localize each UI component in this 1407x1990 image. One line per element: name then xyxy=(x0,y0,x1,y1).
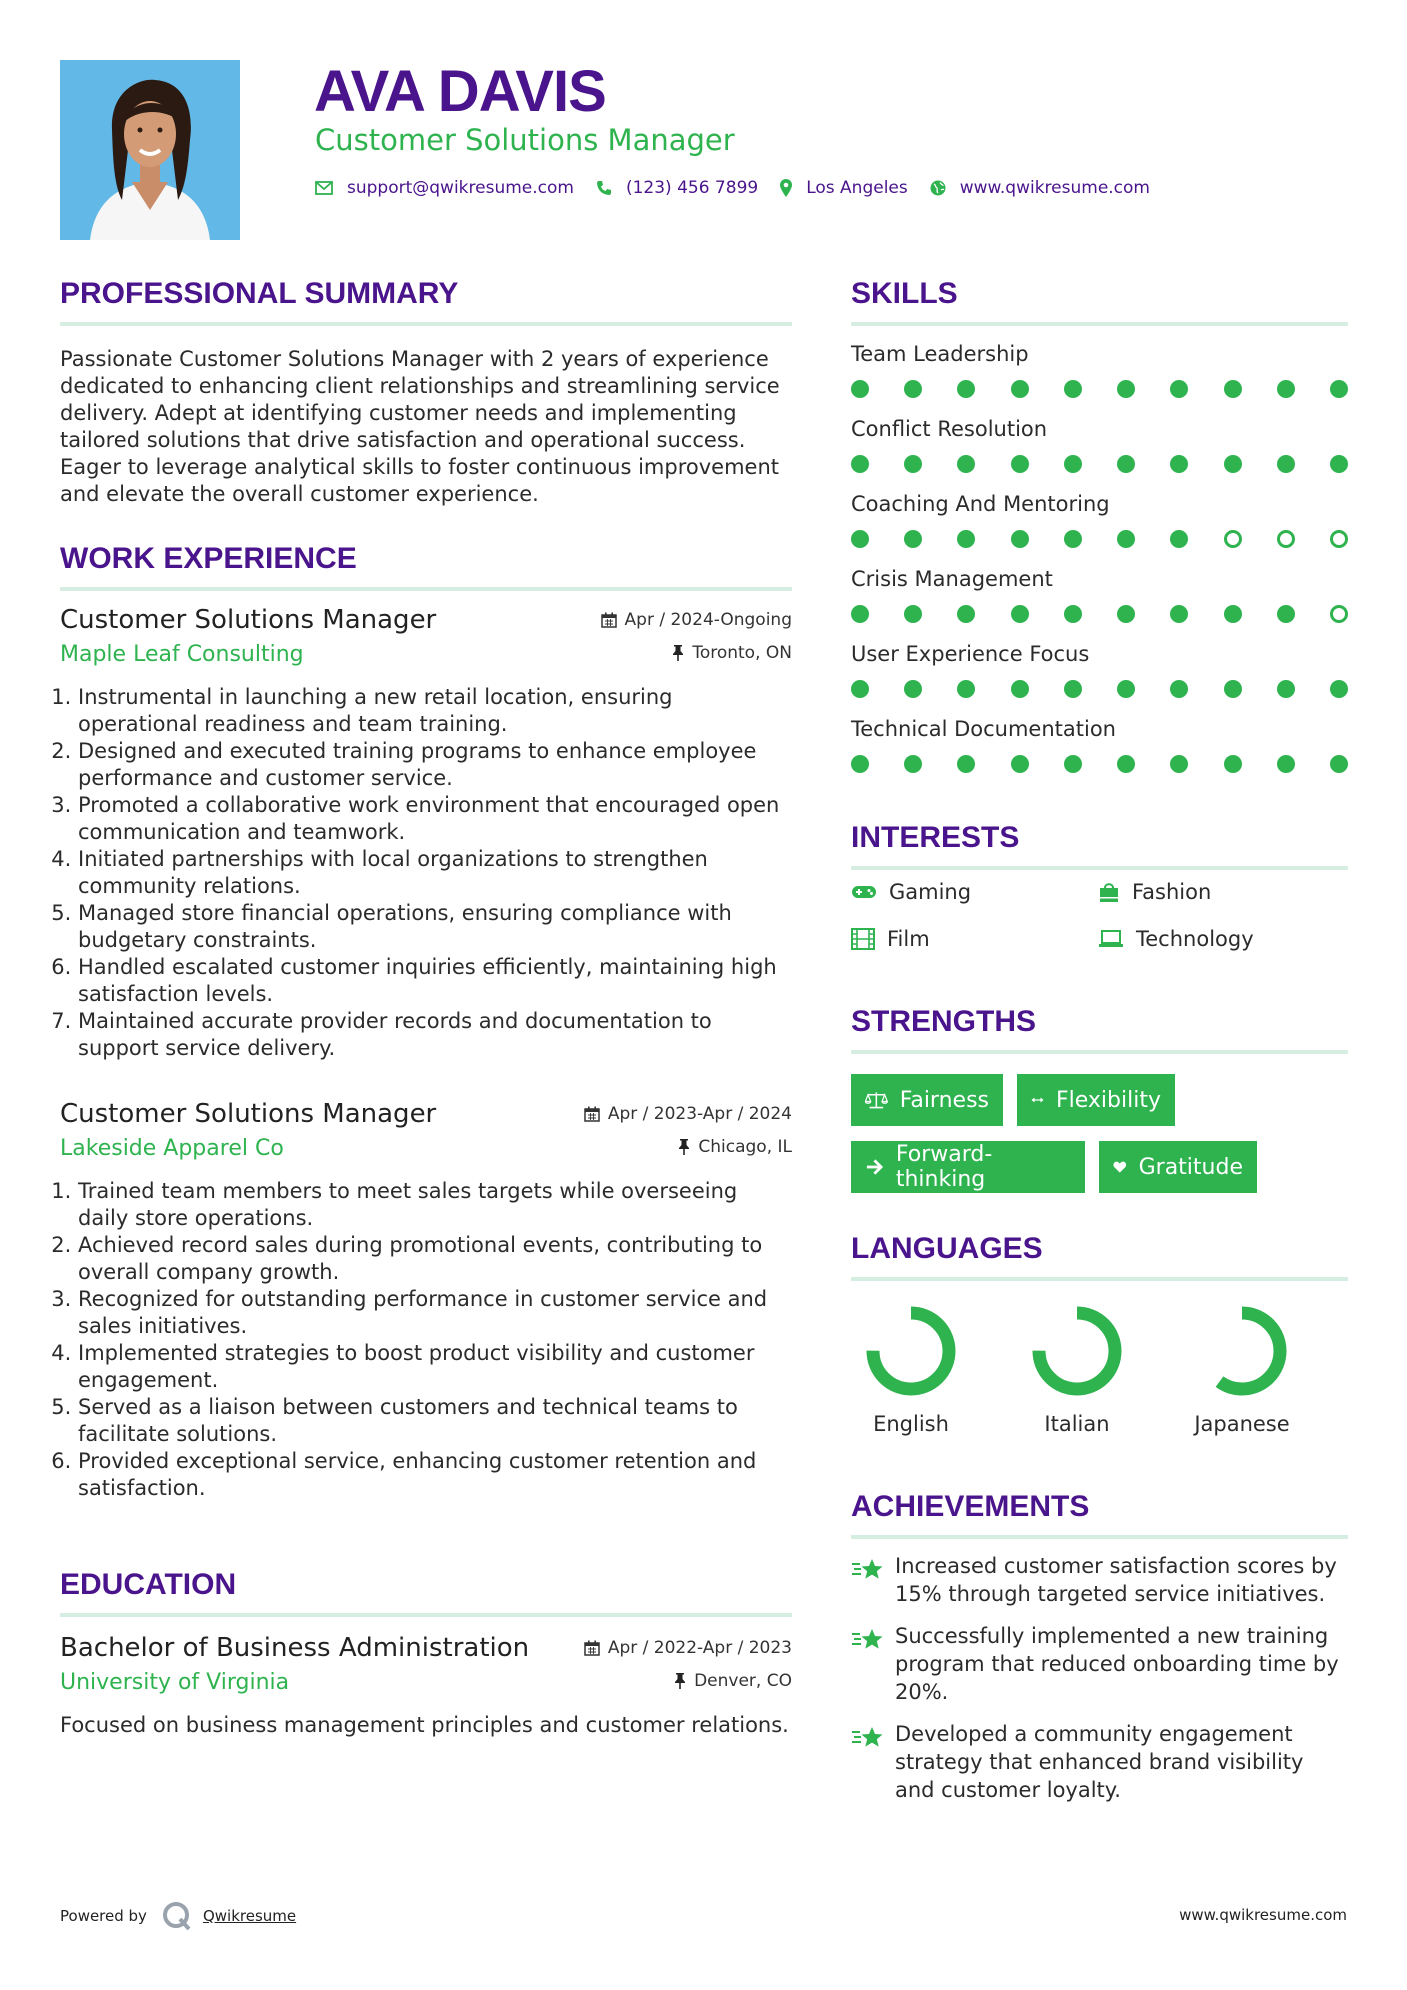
rating-dot-empty xyxy=(1224,530,1242,548)
qwikresume-logo-icon xyxy=(161,1900,193,1932)
rating-dot-filled xyxy=(1330,455,1348,473)
skill-rating xyxy=(851,453,1348,475)
experience-section xyxy=(60,541,792,591)
rating-dot-filled xyxy=(1064,380,1082,398)
job-title: Customer Solutions Manager xyxy=(60,1099,437,1129)
achievement-item: Successfully implemented a new training program that reduced onboarding time by 20%. xyxy=(851,1622,1348,1706)
globe-icon xyxy=(930,180,946,196)
calendar-icon xyxy=(584,1640,600,1656)
rating-dot-empty xyxy=(1330,530,1348,548)
rating-dot-filled xyxy=(1330,680,1348,698)
skill-row xyxy=(851,490,1348,550)
skill-row xyxy=(851,565,1348,625)
rating-dot-filled xyxy=(1224,605,1242,623)
degree-title: Bachelor of Business Administration xyxy=(60,1633,530,1663)
skill-row xyxy=(851,415,1348,475)
language-item xyxy=(1022,1300,1132,1436)
rating-dot-filled xyxy=(1277,380,1295,398)
rating-dot-filled xyxy=(851,380,869,398)
rating-dot-filled xyxy=(1011,605,1029,623)
job-entry xyxy=(60,1098,792,1502)
section-divider xyxy=(851,1535,1348,1539)
candidate-title: Customer Solutions Manager xyxy=(315,123,735,157)
laptop-icon xyxy=(1098,930,1124,948)
rating-dot-filled xyxy=(1277,755,1295,773)
rating-dot-filled xyxy=(1277,455,1295,473)
skill-name: Technical Documentation xyxy=(851,717,1116,741)
rating-dot-filled xyxy=(1170,530,1188,548)
arrows-horizontal-icon xyxy=(1031,1093,1044,1107)
rating-dot-filled xyxy=(957,455,975,473)
email-text: support@qwikresume.com xyxy=(347,178,574,198)
rating-dot-filled xyxy=(904,605,922,623)
language-proficiency-ring xyxy=(1026,1300,1128,1402)
skill-name: User Experience Focus xyxy=(851,642,1090,666)
rating-dot-filled xyxy=(851,530,869,548)
rating-dot-filled xyxy=(1170,755,1188,773)
pushpin-icon xyxy=(674,1673,686,1689)
interest-technology: Technology xyxy=(1098,927,1254,951)
rating-dot-filled xyxy=(1011,380,1029,398)
summary-heading: PROFESSIONAL SUMMARY xyxy=(60,277,459,310)
rating-dot-filled xyxy=(904,380,922,398)
list-item: 4. Initiated partnerships with local organizations to strengthen community relations. xyxy=(78,846,792,900)
candidate-name: AVA DAVIS xyxy=(314,59,606,124)
section-divider xyxy=(60,1613,792,1617)
interests-section xyxy=(851,820,1348,870)
section-divider xyxy=(851,866,1348,870)
experience-heading: WORK EXPERIENCE xyxy=(60,542,357,575)
achievement-item: Developed a community engagement strategy that enhanced brand visibility and customer loyalty. xyxy=(851,1720,1348,1804)
languages-section xyxy=(851,1231,1348,1281)
language-name: Italian xyxy=(1044,1412,1110,1436)
education-section xyxy=(60,1567,792,1617)
list-item: 2. Designed and executed training programs to enhance employee performance and customer service. xyxy=(78,738,792,792)
language-level-arc xyxy=(1204,1313,1280,1389)
rating-dot-filled xyxy=(1277,680,1295,698)
section-divider xyxy=(60,587,792,591)
rating-dot-filled xyxy=(957,530,975,548)
rating-dot-filled xyxy=(1117,380,1135,398)
skill-name: Coaching And Mentoring xyxy=(851,492,1110,516)
list-item: 5. Managed store financial operations, ensuring compliance with budgetary constraints. xyxy=(78,900,792,954)
rating-dot-filled xyxy=(904,755,922,773)
list-item: 5. Served as a liaison between customers and technical teams to facilitate solutions. xyxy=(78,1394,792,1448)
skills-heading: SKILLS xyxy=(851,277,958,310)
education-heading: EDUCATION xyxy=(60,1568,237,1601)
rating-dot-filled xyxy=(1117,605,1135,623)
rating-dot-filled xyxy=(904,530,922,548)
education-date: Apr / 2022-Apr / 2023 xyxy=(584,1638,792,1658)
rating-dot-filled xyxy=(851,605,869,623)
balance-scale-icon xyxy=(865,1088,888,1112)
envelope-icon xyxy=(315,181,333,195)
section-divider xyxy=(851,322,1348,326)
gamepad-icon xyxy=(851,884,877,900)
education-description: Focused on business management principles and customer relations. xyxy=(60,1713,789,1737)
list-item: 6. Provided exceptional service, enhancing customer retention and satisfaction. xyxy=(78,1448,792,1502)
rating-dot-filled xyxy=(1224,680,1242,698)
list-item: 6. Handled escalated customer inquiries efficiently, maintaining high satisfaction levels. xyxy=(78,954,792,1008)
footer-website[interactable]: www.qwikresume.com xyxy=(1179,1906,1347,1924)
profile-photo xyxy=(60,60,240,240)
pushpin-icon xyxy=(672,645,684,661)
rating-dot-filled xyxy=(851,455,869,473)
phone-icon xyxy=(596,180,612,196)
strengths-section xyxy=(851,1004,1348,1054)
heart-icon xyxy=(1113,1156,1127,1178)
contact-bar xyxy=(315,178,1172,198)
rating-dot-filled xyxy=(1117,680,1135,698)
skill-row xyxy=(851,340,1348,400)
summary-section xyxy=(60,276,792,508)
strength-badge-fairness: Fairness xyxy=(851,1074,1003,1126)
strength-badge-forward-thinking: Forward-thinking xyxy=(851,1141,1085,1193)
strength-badge-gratitude: Gratitude xyxy=(1099,1141,1257,1193)
rating-dot-filled xyxy=(1330,380,1348,398)
section-divider xyxy=(851,1277,1348,1281)
job-location: Toronto, ON xyxy=(672,643,792,663)
rating-dot-filled xyxy=(1170,380,1188,398)
rating-dot-filled xyxy=(851,755,869,773)
rating-dot-filled xyxy=(1170,455,1188,473)
language-proficiency-ring xyxy=(1191,1300,1293,1402)
rating-dot-filled xyxy=(1064,455,1082,473)
rating-dot-filled xyxy=(957,380,975,398)
job-entry xyxy=(60,604,792,1062)
rating-dot-filled xyxy=(1330,755,1348,773)
rating-dot-filled xyxy=(1170,680,1188,698)
shooting-star-icon xyxy=(851,1556,885,1584)
language-item xyxy=(1187,1300,1297,1436)
interest-gaming: Gaming xyxy=(851,880,971,904)
rating-dot-empty xyxy=(1330,605,1348,623)
rating-dot-filled xyxy=(851,680,869,698)
language-item xyxy=(856,1300,966,1436)
rating-dot-filled xyxy=(1011,455,1029,473)
achievements-heading: ACHIEVEMENTS xyxy=(851,1490,1090,1523)
shooting-star-icon xyxy=(851,1724,885,1752)
rating-dot-filled xyxy=(1064,530,1082,548)
rating-dot-filled xyxy=(1224,755,1242,773)
rating-dot-filled xyxy=(1277,605,1295,623)
rating-dot-filled xyxy=(904,455,922,473)
list-item: 1. Trained team members to meet sales targets while overseeing daily store operations. xyxy=(78,1178,792,1232)
summary-text: Passionate Customer Solutions Manager with 2 years of experience dedicated to enhancing client relationships and streamlining service delivery. Adept at identifying customer needs and implementing tailored solutions that drive satisfaction and operational success. Eager to leverage analytical skills to foster continuous improvement and elevate the overall customer experience. xyxy=(60,347,780,506)
rating-dot-empty xyxy=(1277,530,1295,548)
achievement-item: Increased customer satisfaction scores by 15% through targeted service initiatives. xyxy=(851,1552,1348,1608)
strength-badge-flexibility: Flexibility xyxy=(1017,1074,1175,1126)
education-entry xyxy=(60,1632,792,1739)
job-title: Customer Solutions Manager xyxy=(60,605,437,635)
calendar-icon xyxy=(601,612,617,628)
list-item: 4. Implemented strategies to boost product visibility and customer engagement. xyxy=(78,1340,792,1394)
rating-dot-filled xyxy=(904,680,922,698)
list-item: 1. Instrumental in launching a new retail location, ensuring operational readiness and team training. xyxy=(78,684,792,738)
rating-dot-filled xyxy=(1011,680,1029,698)
rating-dot-filled xyxy=(1064,755,1082,773)
section-divider xyxy=(60,322,792,326)
skill-rating xyxy=(851,678,1348,700)
list-item: 2. Achieved record sales during promotional events, contributing to overall company growth. xyxy=(78,1232,792,1286)
job-location: Chicago, IL xyxy=(678,1137,792,1157)
strengths-heading: STRENGTHS xyxy=(851,1005,1037,1038)
language-level-arc xyxy=(1039,1313,1115,1389)
skill-name: Crisis Management xyxy=(851,567,1053,591)
shooting-star-icon xyxy=(851,1626,885,1654)
skill-rating xyxy=(851,528,1348,550)
brand-link[interactable]: Qwikresume xyxy=(202,1907,297,1925)
rating-dot-filled xyxy=(957,680,975,698)
job-company: Maple Leaf Consulting xyxy=(60,642,304,667)
film-icon xyxy=(851,928,875,950)
map-pin-icon xyxy=(780,179,792,197)
language-level-arc xyxy=(873,1313,949,1389)
skill-name: Conflict Resolution xyxy=(851,417,1048,441)
rating-dot-filled xyxy=(1011,530,1029,548)
achievements-section xyxy=(851,1489,1348,1539)
skill-rating xyxy=(851,603,1348,625)
job-date: Apr / 2024-Ongoing xyxy=(601,610,792,630)
contact-location xyxy=(780,178,908,198)
rating-dot-filled xyxy=(1170,605,1188,623)
location-text: Los Angeles xyxy=(806,178,908,198)
rating-dot-filled xyxy=(1224,380,1242,398)
rating-dot-filled xyxy=(1064,680,1082,698)
rating-dot-filled xyxy=(1117,455,1135,473)
list-item: 3. Promoted a collaborative work environment that encouraged open communication and teamwork. xyxy=(78,792,792,846)
skills-section xyxy=(851,276,1348,326)
languages-heading: LANGUAGES xyxy=(851,1232,1043,1265)
list-item: 7. Maintained accurate provider records and documentation to support service delivery. xyxy=(78,1008,792,1062)
section-divider xyxy=(851,1050,1348,1054)
language-proficiency-ring xyxy=(860,1300,962,1402)
arrow-right-icon xyxy=(865,1158,884,1176)
phone-text: (123) 456 7899 xyxy=(625,178,759,198)
rating-dot-filled xyxy=(1117,755,1135,773)
pushpin-icon xyxy=(678,1139,690,1155)
rating-dot-filled xyxy=(1224,455,1242,473)
list-item: 3. Recognized for outstanding performance in customer service and sales initiatives. xyxy=(78,1286,792,1340)
skill-row xyxy=(851,640,1348,700)
skill-rating xyxy=(851,378,1348,400)
contact-phone[interactable] xyxy=(596,178,758,198)
language-name: English xyxy=(873,1412,949,1436)
job-date: Apr / 2023-Apr / 2024 xyxy=(584,1104,792,1124)
school-location: Denver, CO xyxy=(674,1671,792,1691)
language-name: Japanese xyxy=(1194,1412,1290,1436)
interest-film: Film xyxy=(851,927,930,951)
job-bullets xyxy=(60,684,792,1062)
website-text: www.qwikresume.com xyxy=(959,178,1150,198)
rating-dot-filled xyxy=(1011,755,1029,773)
interest-fashion: Fashion xyxy=(1098,880,1211,904)
school-name: University of Virginia xyxy=(60,1670,290,1695)
contact-email[interactable] xyxy=(315,178,574,198)
skill-row xyxy=(851,715,1348,775)
rating-dot-filled xyxy=(1064,605,1082,623)
rating-dot-filled xyxy=(957,755,975,773)
calendar-icon xyxy=(584,1106,600,1122)
contact-website[interactable] xyxy=(930,178,1150,198)
job-bullets xyxy=(60,1178,792,1502)
rating-dot-filled xyxy=(957,605,975,623)
skill-name: Team Leadership xyxy=(851,342,1029,366)
rating-dot-filled xyxy=(1117,530,1135,548)
shopping-bag-icon xyxy=(1098,881,1120,903)
interests-heading: INTERESTS xyxy=(851,821,1020,854)
job-company: Lakeside Apparel Co xyxy=(60,1136,284,1161)
skill-rating xyxy=(851,753,1348,775)
footer-powered-by: Powered by Qwikresume xyxy=(60,1900,296,1932)
